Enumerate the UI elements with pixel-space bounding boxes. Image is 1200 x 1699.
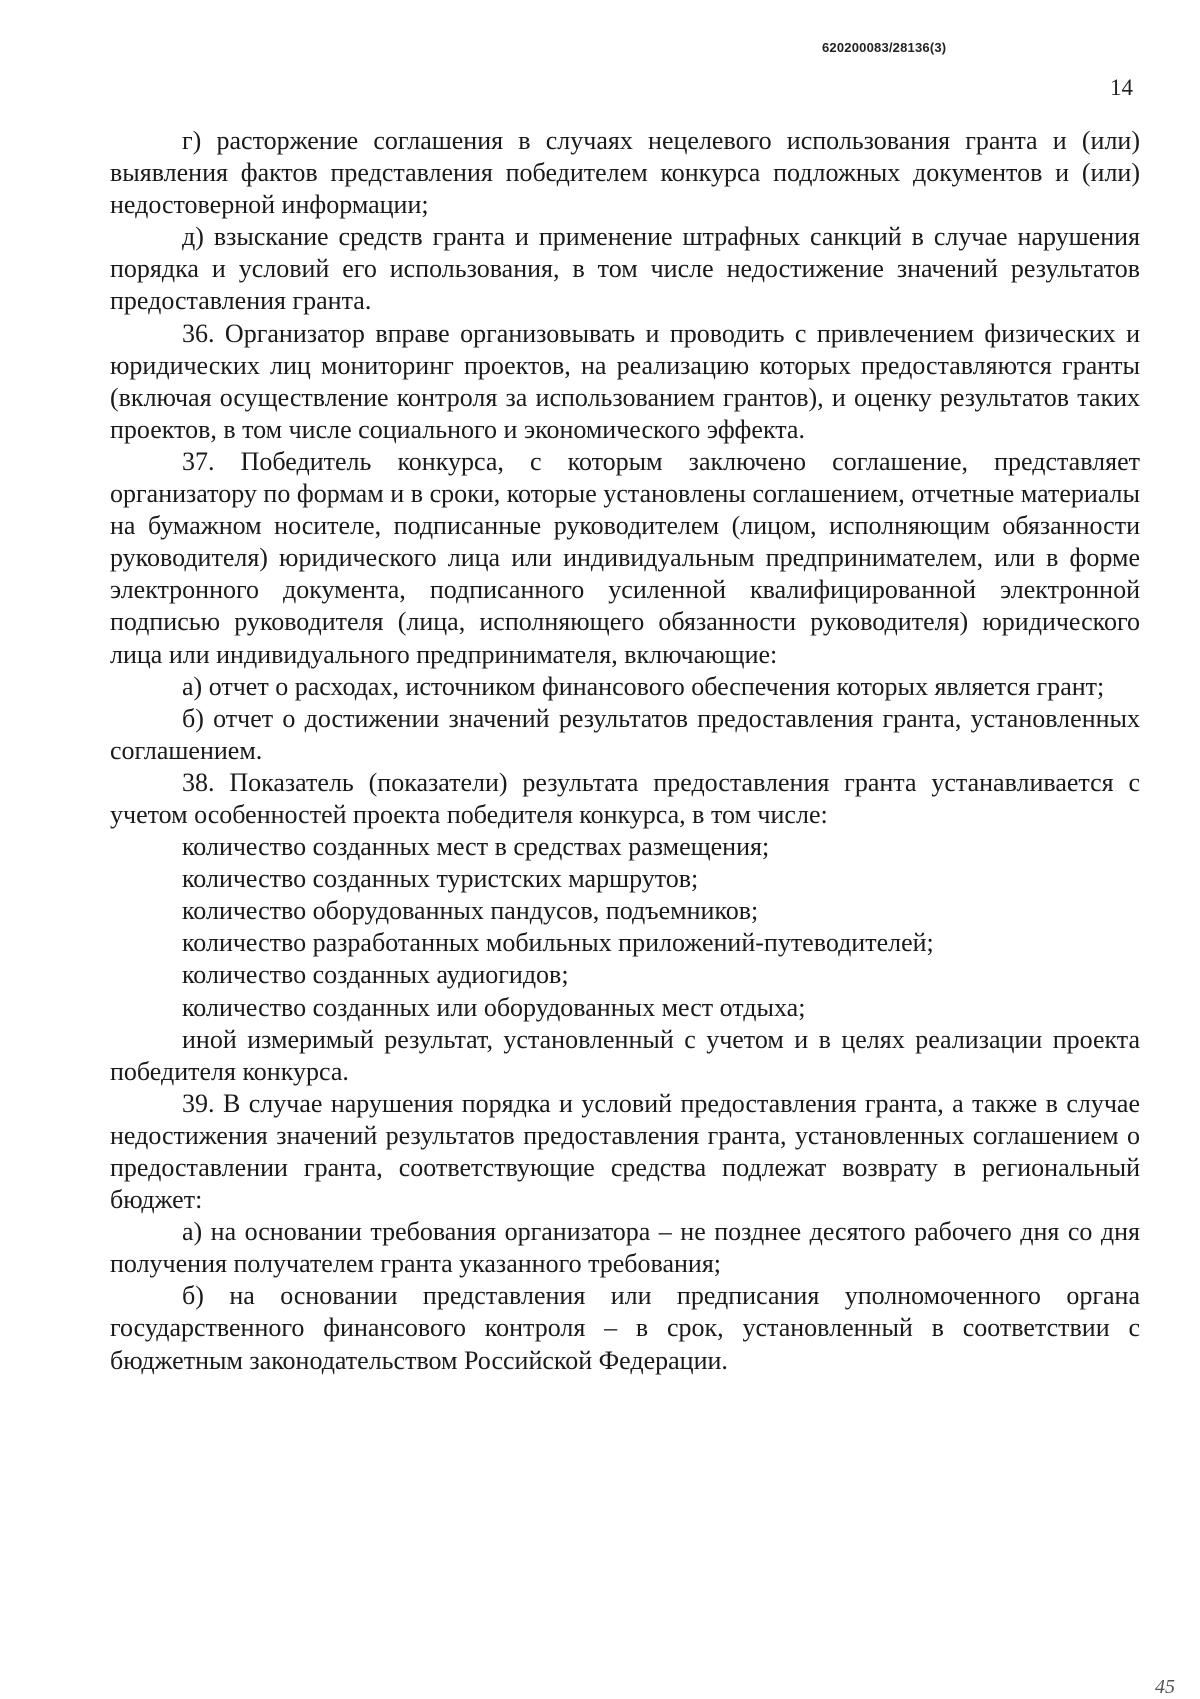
document-body [110,125,1140,1377]
indicator-list-item: количество созданных или оборудованных мест отдыха; [182,992,806,1022]
paragraph-37: 37. Победитель конкурса, с которым заключено соглашение, представляет организатору по формам и в сроки, которые установлены соглашением, отчетные материалы на бумажном носителе, подписанные руководителем (лицом, исполняющим обязанности руководителя) юридического лица или индивидуальным предпринимателем, или в форме электронного документа, подписанного усиленной квалифицированной электронной подписью руководителя (лица, исполняющего обязанности руководителя) юридического лица или индивидуального предпринимателя, включающие: [110,446,1140,669]
indicator-list-item: количество созданных аудиогидов; [182,960,569,990]
indicator-list-item: количество созданных туристских маршрутов; [182,864,699,894]
indicator-list-item: количество оборудованных пандусов, подъемников; [182,896,759,926]
paragraph-37-b: б) отчет о достижении значений результатов предоставления гранта, установленных соглашением. [110,703,1140,765]
indicator-list-item: количество созданных мест в средствах размещения; [182,832,770,862]
handwritten-page-mark: 45 [1155,1676,1175,1698]
paragraph-g: г) расторжение соглашения в случаях нецелевого использования гранта и (или) выявления фактов представления победителем конкурса подложных документов и (или) недостоверной информации; [110,126,1140,220]
document-id: 620200083/28136(3) [822,40,947,55]
page-number: 14 [1110,75,1133,100]
paragraph-39-b: б) на основании представления или предписания уполномоченного органа государственного финансового контроля – в срок, установленный в соответствии с бюджетным законодательством Российской Федерации. [110,1281,1140,1375]
paragraph-39: 39. В случае нарушения порядка и условий предоставления гранта, а также в случае недостижения значений результатов предоставления гранта, установленных соглашением о предоставлении гранта, соответствующие средства подлежат возврату в региональный бюджет: [110,1088,1140,1215]
paragraph-36: 36. Организатор вправе организовывать и проводить с привлечением физических и юридических лиц мониторинг проектов, на реализацию которых предоставляются гранты (включая осуществление контроля за использованием грантов), и оценку результатов таких проектов, в том числе социального и экономического эффекта. [110,318,1140,444]
paragraph-37-a: а) отчет о расходах, источником финансового обеспечения которых является грант; [182,671,1105,701]
indicator-list-item: иной измеримый результат, установленный с учетом и в целях реализации проекта победителя конкурса. [110,1024,1140,1086]
paragraph-39-a: а) на основании требования организатора – не позднее десятого рабочего дня со дня получения получателем гранта указанного требования; [110,1217,1140,1279]
paragraph-38: 38. Показатель (показатели) результата предоставления гранта устанавливается с учетом особенностей проекта победителя конкурса, в том числе: [110,767,1140,829]
paragraph-d: д) взыскание средств гранта и применение штрафных санкций в случае нарушения порядка и условий его использования, в том числе недостижение значений результатов предоставления гранта. [110,222,1140,316]
indicator-list-item: количество разработанных мобильных приложений-путеводителей; [182,928,934,958]
